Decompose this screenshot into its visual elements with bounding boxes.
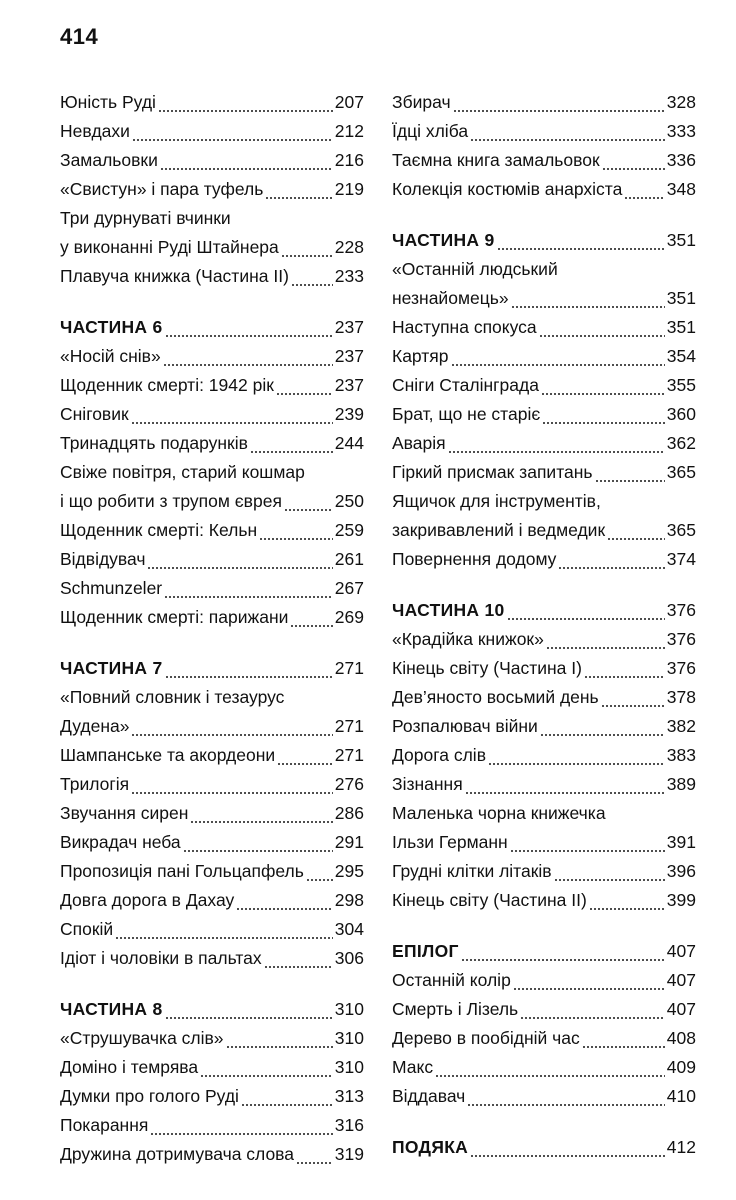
toc-entry bbox=[392, 1024, 696, 1053]
toc-entry-title: «Свистун» і пара туфель bbox=[60, 179, 264, 199]
toc-page-number: 374 bbox=[666, 549, 696, 569]
toc-entry-title-line: Ящичок для інструментів, bbox=[392, 491, 601, 511]
toc-page-number: 351 bbox=[666, 317, 696, 337]
dot-leader bbox=[607, 516, 665, 545]
dot-leader bbox=[584, 654, 665, 683]
toc-entry-title: Юність Руді bbox=[60, 92, 156, 112]
toc-entry bbox=[392, 342, 696, 371]
dot-leader bbox=[241, 1082, 333, 1111]
toc-entry-title: Смерть і Лізель bbox=[392, 999, 519, 1019]
toc-entry bbox=[60, 574, 364, 603]
toc-entry bbox=[60, 371, 364, 400]
page-number: 414 bbox=[60, 24, 99, 49]
toc-entry-title: Ідіот і чоловіки в пальтах bbox=[60, 948, 262, 968]
toc-entry-title: Дев’яносто восьмий день bbox=[392, 687, 599, 707]
toc-part-title: ПОДЯКА bbox=[392, 1137, 469, 1157]
dot-leader bbox=[290, 603, 332, 632]
dot-leader bbox=[465, 770, 665, 799]
toc-entry-title: Щоденник смерті: парижани bbox=[60, 607, 289, 627]
dot-leader bbox=[461, 937, 665, 966]
toc-entry-title-line: Три дурнуваті вчинки bbox=[60, 208, 231, 228]
dot-leader bbox=[582, 1024, 665, 1053]
toc-page-number: 348 bbox=[666, 179, 696, 199]
toc-entry bbox=[60, 886, 364, 915]
dot-leader bbox=[451, 342, 665, 371]
dot-leader bbox=[163, 342, 333, 371]
toc-entry-title: Їдці хліба bbox=[392, 121, 469, 141]
toc-page-number: 313 bbox=[334, 1086, 364, 1106]
dot-leader bbox=[150, 1111, 332, 1140]
toc-entry-title: у виконанні Руді Штайнера bbox=[60, 237, 279, 257]
toc-part-heading bbox=[60, 313, 364, 342]
toc-page-number: 362 bbox=[666, 433, 696, 453]
toc-entry-title: Сніговик bbox=[60, 404, 129, 424]
toc-part-heading bbox=[60, 654, 364, 683]
dot-leader bbox=[131, 400, 333, 429]
toc-page-number: 333 bbox=[666, 121, 696, 141]
toc-page-number: 212 bbox=[334, 121, 364, 141]
toc-entry bbox=[60, 117, 364, 146]
toc-entry-title: Збирач bbox=[392, 92, 451, 112]
toc-page-number: 399 bbox=[666, 890, 696, 910]
toc-entry bbox=[392, 683, 696, 712]
dot-leader bbox=[453, 88, 665, 117]
dot-leader bbox=[284, 487, 333, 516]
toc-entry-title: Аварія bbox=[392, 433, 446, 453]
toc-page-number: 310 bbox=[334, 999, 364, 1019]
toc-page-number: 336 bbox=[666, 150, 696, 170]
toc-entry-title: закривавлений і ведмедик bbox=[392, 520, 606, 540]
dot-leader bbox=[226, 1024, 333, 1053]
dot-leader bbox=[470, 117, 665, 146]
toc-entry bbox=[392, 117, 696, 146]
toc-entry bbox=[60, 88, 364, 117]
dot-leader bbox=[165, 995, 333, 1024]
toc-part-heading bbox=[60, 995, 364, 1024]
toc-entry bbox=[392, 487, 696, 545]
toc-page-number: 286 bbox=[334, 803, 364, 823]
toc-entry-title: Трилогія bbox=[60, 774, 130, 794]
dot-leader bbox=[183, 828, 333, 857]
toc-entry bbox=[60, 828, 364, 857]
toc-entry-title: і що робити з трупом єврея bbox=[60, 491, 282, 511]
toc-part-heading bbox=[392, 226, 696, 255]
toc-entry bbox=[60, 458, 364, 516]
dot-leader bbox=[542, 400, 665, 429]
toc-entry-title: Думки про голого Руді bbox=[60, 1086, 239, 1106]
toc-page-number: 319 bbox=[334, 1144, 364, 1164]
dot-leader bbox=[595, 458, 665, 487]
toc-page-number: 304 bbox=[334, 919, 364, 939]
toc-entry-title: Брат, що не старіє bbox=[392, 404, 541, 424]
toc-page-number: 328 bbox=[666, 92, 696, 112]
toc-entry-title: Ільзи Германн bbox=[392, 832, 508, 852]
toc-page-number: 407 bbox=[666, 970, 696, 990]
toc-page-number: 276 bbox=[334, 774, 364, 794]
toc-entry-title-line: Маленька чорна книжечка bbox=[392, 803, 606, 823]
toc-entry-title: Віддавач bbox=[392, 1086, 466, 1106]
dot-leader bbox=[259, 516, 333, 545]
dot-leader bbox=[467, 1082, 665, 1111]
dot-leader bbox=[190, 799, 332, 828]
toc-page-number: 216 bbox=[334, 150, 364, 170]
toc-entry bbox=[392, 654, 696, 683]
toc-page-number: 365 bbox=[666, 520, 696, 540]
dot-leader bbox=[589, 886, 665, 915]
toc-entry bbox=[392, 712, 696, 741]
toc-page-number: 407 bbox=[666, 999, 696, 1019]
toc-entry bbox=[60, 1140, 364, 1169]
dot-leader bbox=[602, 146, 665, 175]
dot-leader bbox=[470, 1133, 665, 1162]
toc-entry bbox=[392, 146, 696, 175]
dot-leader bbox=[236, 886, 333, 915]
toc-page-number: 355 bbox=[666, 375, 696, 395]
toc-entry bbox=[60, 1053, 364, 1082]
toc-entry-title: Schmunzeler bbox=[60, 578, 163, 598]
dot-leader bbox=[131, 712, 332, 741]
toc-page-number: 237 bbox=[334, 375, 364, 395]
toc-page-number: 244 bbox=[334, 433, 364, 453]
toc-page-number: 391 bbox=[666, 832, 696, 852]
toc-entry bbox=[60, 146, 364, 175]
toc-entry-title: Відвідувач bbox=[60, 549, 146, 569]
toc-entry bbox=[392, 741, 696, 770]
toc-entry-title: Гіркий присмак запитань bbox=[392, 462, 593, 482]
toc-entry-title: Викрадач неба bbox=[60, 832, 181, 852]
toc-entry bbox=[60, 741, 364, 770]
toc-right-column bbox=[392, 88, 696, 1162]
toc-entry-title: Дорога слів bbox=[392, 745, 486, 765]
toc-part-heading bbox=[392, 1133, 696, 1162]
toc-entry-title: Дудена» bbox=[60, 716, 130, 736]
dot-leader bbox=[513, 966, 665, 995]
toc-entry-title: незнайомець» bbox=[392, 288, 509, 308]
dot-leader bbox=[539, 313, 665, 342]
toc-entry-title: «Крадійка книжок» bbox=[392, 629, 544, 649]
toc-page-number: 351 bbox=[666, 230, 696, 250]
toc-entry bbox=[60, 944, 364, 973]
toc-page-number: 378 bbox=[666, 687, 696, 707]
dot-leader bbox=[164, 574, 333, 603]
toc-entry-title: Кінець світу (Частина І) bbox=[392, 658, 582, 678]
toc-page-number: 389 bbox=[666, 774, 696, 794]
toc-page-number: 228 bbox=[334, 237, 364, 257]
toc-part-title: ЧАСТИНА 9 bbox=[392, 230, 495, 250]
dot-leader bbox=[147, 545, 332, 574]
toc-page-number: 365 bbox=[666, 462, 696, 482]
toc-entry bbox=[60, 799, 364, 828]
toc-entry bbox=[60, 204, 364, 262]
toc-entry bbox=[60, 1111, 364, 1140]
toc-page-number: 271 bbox=[334, 658, 364, 678]
dot-leader bbox=[601, 683, 665, 712]
toc-part-title: ЕПІЛОГ bbox=[392, 941, 459, 961]
toc-entry-title: Грудні клітки літаків bbox=[392, 861, 552, 881]
toc-entry-title-line: «Останній людський bbox=[392, 259, 558, 279]
toc-entry-title: Шампанське та акордеони bbox=[60, 745, 276, 765]
toc-entry bbox=[60, 857, 364, 886]
toc-page-number: 261 bbox=[334, 549, 364, 569]
toc-entry bbox=[60, 545, 364, 574]
toc-entry bbox=[392, 255, 696, 313]
dot-leader bbox=[510, 828, 665, 857]
toc-page-number: 376 bbox=[666, 600, 696, 620]
toc-entry-title: Дерево в пообідній час bbox=[392, 1028, 580, 1048]
toc-entry-title: Наступна спокуса bbox=[392, 317, 537, 337]
dot-leader bbox=[200, 1053, 333, 1082]
toc-entry bbox=[392, 1082, 696, 1111]
toc-part-title: ЧАСТИНА 6 bbox=[60, 317, 163, 337]
toc-page-number: 383 bbox=[666, 745, 696, 765]
dot-leader bbox=[276, 371, 333, 400]
toc-part-title: ЧАСТИНА 10 bbox=[392, 600, 505, 620]
toc-part-title: ЧАСТИНА 7 bbox=[60, 658, 163, 678]
toc-page-number: 409 bbox=[666, 1057, 696, 1077]
toc-entry-title: Спокій bbox=[60, 919, 114, 939]
dot-leader bbox=[264, 944, 333, 973]
dot-leader bbox=[520, 995, 665, 1024]
toc-part-heading bbox=[392, 596, 696, 625]
toc-entry bbox=[60, 342, 364, 371]
dot-leader bbox=[158, 88, 333, 117]
toc-left-column bbox=[60, 88, 364, 1169]
toc-page-number: 376 bbox=[666, 629, 696, 649]
toc-entry bbox=[60, 1082, 364, 1111]
toc-entry bbox=[392, 857, 696, 886]
dot-leader bbox=[497, 226, 665, 255]
toc-entry bbox=[392, 966, 696, 995]
toc-entry bbox=[392, 995, 696, 1024]
toc-entry bbox=[392, 371, 696, 400]
toc-page-number: 407 bbox=[666, 941, 696, 961]
toc-entry-title: Щоденник смерті: 1942 рік bbox=[60, 375, 274, 395]
dot-leader bbox=[265, 175, 332, 204]
toc-page-number: 271 bbox=[334, 716, 364, 736]
toc-page-number: 239 bbox=[334, 404, 364, 424]
toc-entry bbox=[392, 88, 696, 117]
toc-entry bbox=[392, 458, 696, 487]
dot-leader bbox=[558, 545, 664, 574]
toc-entry bbox=[60, 770, 364, 799]
dot-leader bbox=[131, 770, 333, 799]
toc-page-number: 298 bbox=[334, 890, 364, 910]
toc-page-number: 316 bbox=[334, 1115, 364, 1135]
toc-entry-title: Повернення додому bbox=[392, 549, 557, 569]
toc-entry-title: Дружина дотримувача слова bbox=[60, 1144, 295, 1164]
toc-page-number: 310 bbox=[334, 1028, 364, 1048]
toc-page-number: 269 bbox=[334, 607, 364, 627]
toc-entry bbox=[60, 683, 364, 741]
toc-entry-title: Картяр bbox=[392, 346, 449, 366]
dot-leader bbox=[115, 915, 333, 944]
toc-entry bbox=[392, 1053, 696, 1082]
dot-leader bbox=[540, 712, 665, 741]
toc-page-number: 396 bbox=[666, 861, 696, 881]
toc-entry bbox=[60, 603, 364, 632]
toc-page-number: 267 bbox=[334, 578, 364, 598]
dot-leader bbox=[277, 741, 333, 770]
dot-leader bbox=[281, 233, 333, 262]
toc-entry-title: «Носій снів» bbox=[60, 346, 161, 366]
toc-entry-title: Довга дорога в Дахау bbox=[60, 890, 235, 910]
toc-entry bbox=[60, 429, 364, 458]
dot-leader bbox=[165, 654, 333, 683]
toc-page-number: 295 bbox=[334, 861, 364, 881]
toc-page-number: 376 bbox=[666, 658, 696, 678]
toc-entry-title: Звучання сирен bbox=[60, 803, 189, 823]
toc-entry bbox=[392, 625, 696, 654]
toc-page-number: 259 bbox=[334, 520, 364, 540]
toc-entry bbox=[60, 175, 364, 204]
dot-leader bbox=[296, 1140, 333, 1169]
toc-entry-title: Розпалювач війни bbox=[392, 716, 538, 736]
toc-entry bbox=[392, 799, 696, 857]
toc-page-number: 410 bbox=[666, 1086, 696, 1106]
dot-leader bbox=[132, 117, 333, 146]
toc-entry-title-line: «Повний словник і тезаурус bbox=[60, 687, 285, 707]
toc-page-number: 237 bbox=[334, 317, 364, 337]
toc-entry-title: Таємна книга замальовок bbox=[392, 150, 600, 170]
toc-page-number: 250 bbox=[334, 491, 364, 511]
dot-leader bbox=[165, 313, 333, 342]
toc-page-number: 219 bbox=[334, 179, 364, 199]
toc-entry bbox=[392, 429, 696, 458]
dot-leader bbox=[507, 596, 665, 625]
toc-entry-title: Щоденник смерті: Кельн bbox=[60, 520, 258, 540]
toc-entry-title: Сніги Сталінграда bbox=[392, 375, 539, 395]
toc-page-number: 351 bbox=[666, 288, 696, 308]
toc-page-number: 291 bbox=[334, 832, 364, 852]
toc-page-number: 310 bbox=[334, 1057, 364, 1077]
toc-page-number: 354 bbox=[666, 346, 696, 366]
toc-entry bbox=[60, 915, 364, 944]
dot-leader bbox=[511, 284, 665, 313]
toc-entry bbox=[392, 770, 696, 799]
toc-entry bbox=[60, 516, 364, 545]
toc-page-number: 233 bbox=[334, 266, 364, 286]
dot-leader bbox=[306, 857, 333, 886]
toc-page-number: 382 bbox=[666, 716, 696, 736]
toc-entry bbox=[60, 1024, 364, 1053]
toc-entry-title: Тринадцять подарунків bbox=[60, 433, 248, 453]
toc-entry bbox=[60, 262, 364, 291]
toc-entry-title: Колекція костюмів анархіста bbox=[392, 179, 623, 199]
toc-page-number: 237 bbox=[334, 346, 364, 366]
dot-leader bbox=[435, 1053, 665, 1082]
toc-entry-title: Плавуча книжка (Частина ІІ) bbox=[60, 266, 289, 286]
toc-entry-title: Замальовки bbox=[60, 150, 158, 170]
toc-entry-title: Зізнання bbox=[392, 774, 463, 794]
toc-entry bbox=[392, 313, 696, 342]
toc-entry-title: Останній колір bbox=[392, 970, 511, 990]
toc-entry-title: «Струшувачка слів» bbox=[60, 1028, 224, 1048]
toc-entry bbox=[392, 400, 696, 429]
toc-entry-title: Невдахи bbox=[60, 121, 130, 141]
toc-page-number: 271 bbox=[334, 745, 364, 765]
dot-leader bbox=[541, 371, 665, 400]
toc-part-heading bbox=[392, 937, 696, 966]
toc-page-number: 360 bbox=[666, 404, 696, 424]
toc-entry bbox=[392, 175, 696, 204]
dot-leader bbox=[250, 429, 333, 458]
dot-leader bbox=[160, 146, 333, 175]
toc-entry-title-line: Свіже повітря, старий кошмар bbox=[60, 462, 305, 482]
dot-leader bbox=[546, 625, 665, 654]
dot-leader bbox=[488, 741, 665, 770]
toc-page-number: 408 bbox=[666, 1028, 696, 1048]
dot-leader bbox=[291, 262, 333, 291]
dot-leader bbox=[554, 857, 665, 886]
toc-entry-title: Доміно і темрява bbox=[60, 1057, 199, 1077]
toc-entry-title: Макс bbox=[392, 1057, 434, 1077]
toc-entry bbox=[392, 545, 696, 574]
toc-page-number: 412 bbox=[666, 1137, 696, 1157]
toc-entry bbox=[392, 886, 696, 915]
toc-page-number: 306 bbox=[334, 948, 364, 968]
toc-page-number: 207 bbox=[334, 92, 364, 112]
toc-entry-title: Покарання bbox=[60, 1115, 149, 1135]
dot-leader bbox=[448, 429, 665, 458]
dot-leader bbox=[624, 175, 664, 204]
toc-entry-title: Пропозиція пані Гольцапфель bbox=[60, 861, 304, 881]
toc-entry-title: Кінець світу (Частина ІІ) bbox=[392, 890, 587, 910]
toc-entry bbox=[60, 400, 364, 429]
toc-part-title: ЧАСТИНА 8 bbox=[60, 999, 163, 1019]
